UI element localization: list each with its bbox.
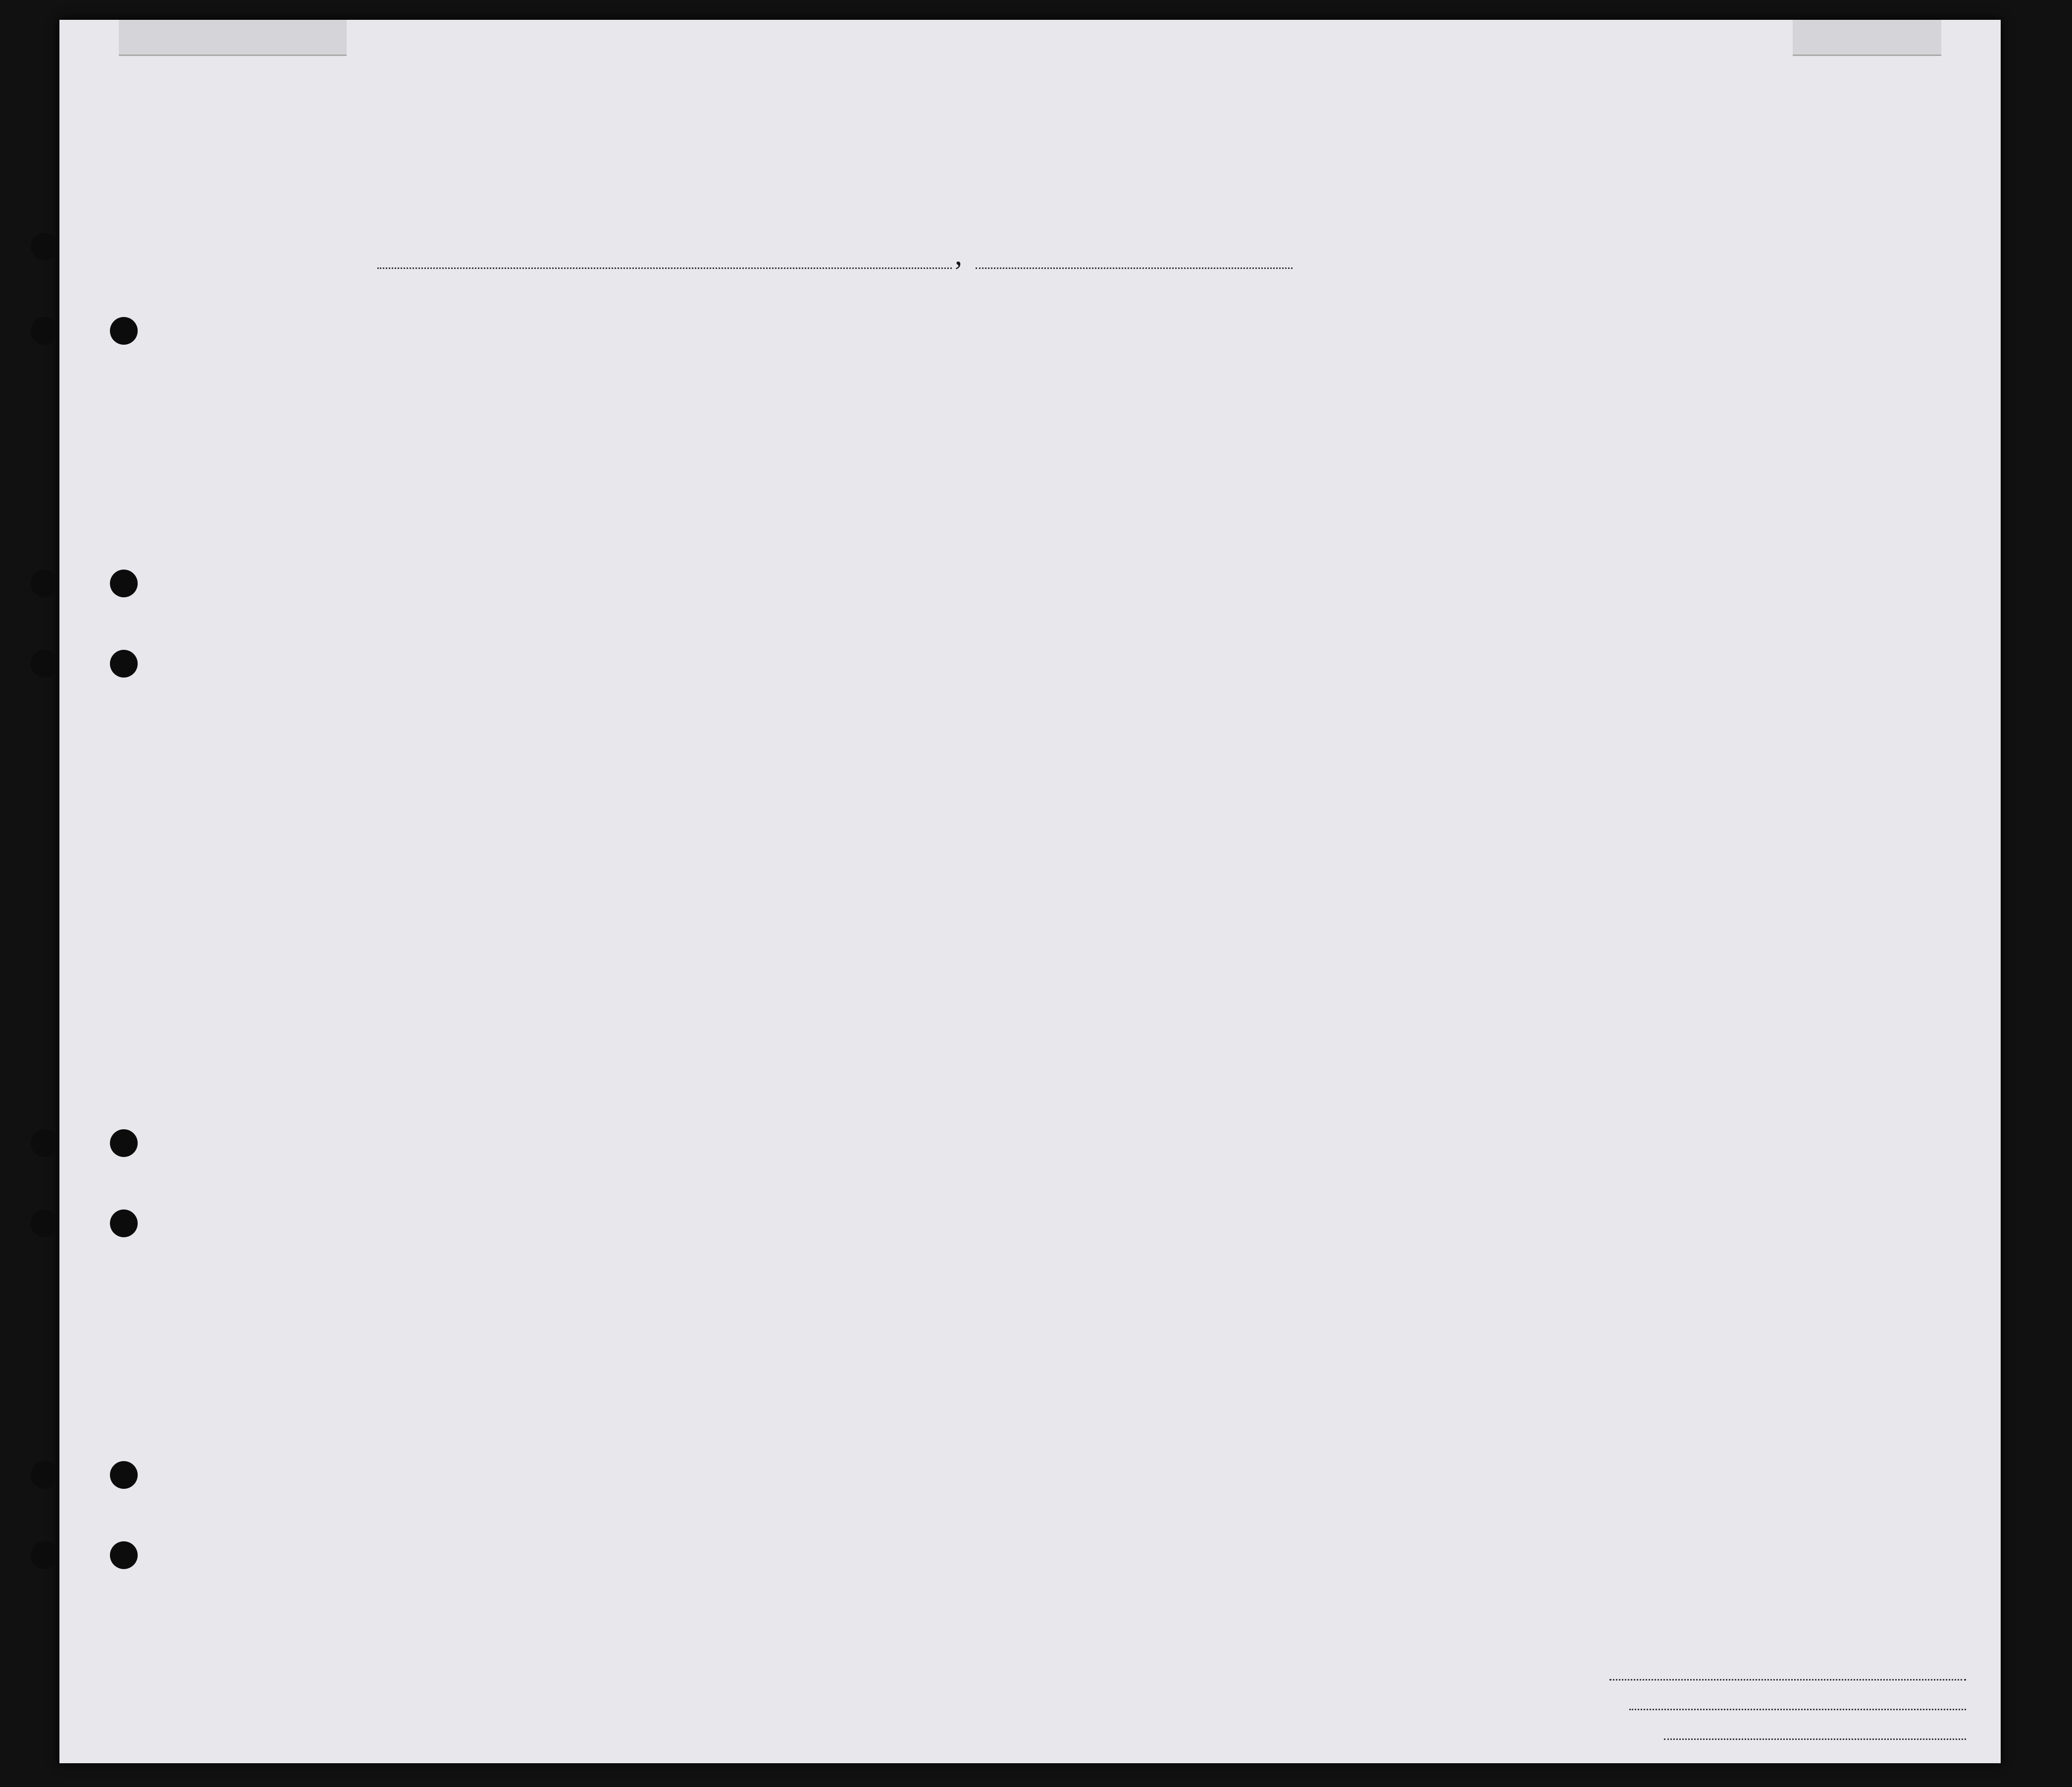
owners-field — [1629, 1709, 1966, 1710]
binder-hole — [31, 1209, 58, 1237]
header-inches — [1770, 406, 1790, 456]
header-labor-offer — [1545, 337, 1578, 456]
binder-hole — [31, 1541, 58, 1569]
header-polygamist — [1426, 337, 1454, 456]
header-citizen-intent — [1352, 355, 1385, 454]
binder-hole — [110, 570, 138, 597]
binder-hole — [110, 317, 138, 345]
binder-hole — [110, 1129, 138, 1157]
header-return-intent — [1284, 355, 1316, 454]
binder-hole — [31, 1461, 58, 1489]
header-arrested — [1605, 337, 1627, 456]
header-excluded — [1580, 337, 1603, 456]
header-prison — [1393, 337, 1425, 456]
header-feet — [1745, 411, 1765, 456]
binder-hole — [110, 1209, 138, 1237]
agents-field — [1664, 1738, 1966, 1740]
binder-hole — [31, 317, 58, 345]
binder-hole — [110, 1541, 138, 1569]
binder-hole — [31, 650, 58, 678]
header-anarchist — [1456, 337, 1484, 456]
header-length-stay — [1317, 355, 1350, 454]
comma: , — [955, 238, 962, 271]
binder-hole — [31, 1129, 58, 1157]
line-field — [1609, 1679, 1966, 1681]
header-ticket — [652, 327, 685, 456]
manifest-sheet — [59, 20, 2001, 1763]
binder-hole — [110, 650, 138, 678]
binder-hole — [31, 570, 58, 597]
header-overthrow — [1486, 337, 1543, 456]
binder-hole — [31, 233, 58, 261]
header-possession — [790, 327, 815, 456]
binder-hole — [110, 1461, 138, 1489]
table-grid — [59, 20, 2001, 1763]
